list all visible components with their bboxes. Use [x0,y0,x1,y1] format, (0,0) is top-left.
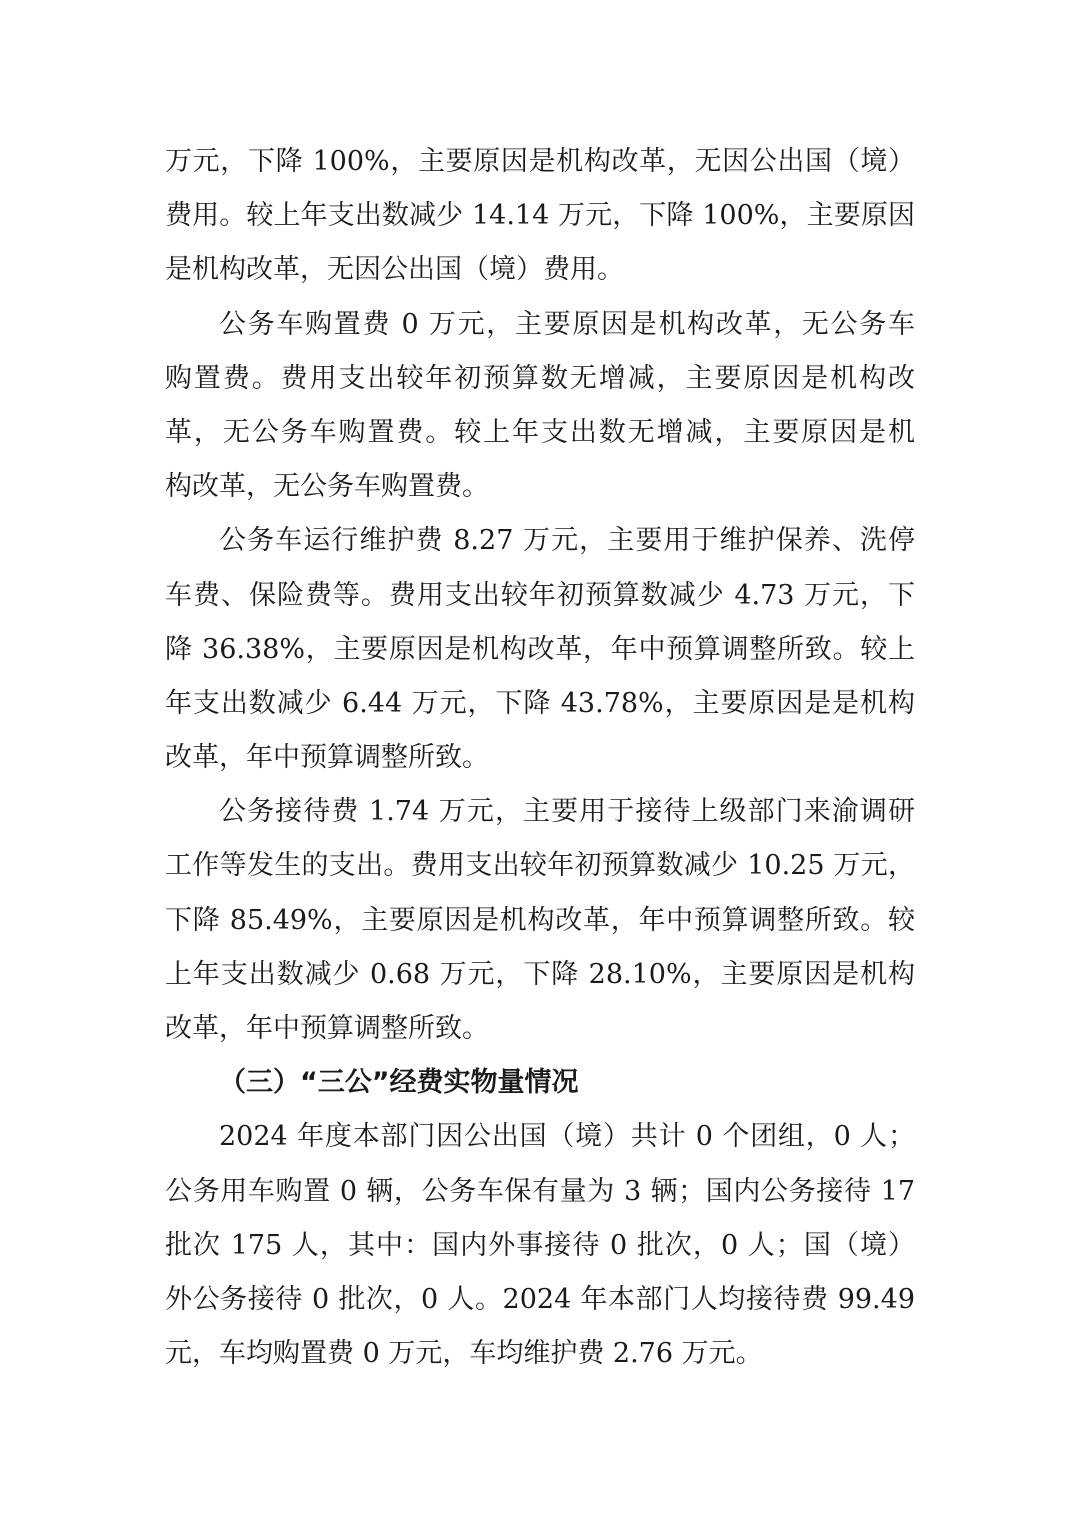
text-line: 革，无公务车购置费。较上年支出数无增减，主要原因是机 [165,416,915,448]
text-line: 改革，年中预算调整所致。 [165,742,489,774]
text-line: 工作等发生的支出。费用支出较年初预算数减少 10.25 万元， [165,850,915,882]
text-line: 2024 年度本部门因公出国（境）共计 0 个团组，0 人； [219,1121,915,1153]
text-line: 公务接待费 1.74 万元，主要用于接待上级部门来渝调研 [219,796,915,828]
text-line: 改革，年中预算调整所致。 [165,1013,489,1044]
text-line: 降 36.38%，主要原因是机构改革，年中预算调整所致。较上 [165,633,915,665]
text-line: 公务用车购置 0 辆，公务车保有量为 3 辆；国内公务接待 17 [165,1175,915,1207]
text-line: 公务车购置费 0 万元，主要原因是机构改革，无公务车 [219,308,915,340]
text-line: 万元，下降 100%，主要原因是机构改革，无因公出国（境） [165,146,915,177]
text-line: 构改革，无公务车购置费。 [165,471,489,503]
text-line: 外公务接待 0 批次，0 人。2024 年本部门人均接待费 99.49 [165,1283,915,1315]
document-page [165,135,915,1381]
text-line: 是机构改革，无因公出国（境）费用。 [165,254,624,286]
text-line: 上年支出数减少 0.68 万元，下降 28.10%，主要原因是机构 [165,958,915,990]
text-line: 元，车均购置费 0 万元，车均维护费 2.76 万元。 [165,1338,763,1370]
text-line: 公务车运行维护费 8.27 万元，主要用于维护保养、洗停 [219,525,915,557]
text-line: 车费、保险费等。费用支出较年初预算数减少 4.73 万元，下 [165,579,915,611]
text-line: 批次 175 人，其中：国内外事接待 0 批次，0 人；国（境） [165,1229,915,1261]
text-line: 年支出数减少 6.44 万元，下降 43.78%，主要原因是是机构 [165,687,915,719]
text-line: 下降 85.49%，主要原因是机构改革，年中预算调整所致。较 [165,904,915,936]
text-line: 费用。较上年支出数减少 14.14 万元，下降 100%，主要原因 [165,200,915,232]
text-line: 购置费。费用支出较年初预算数无增减，主要原因是机构改 [165,362,915,394]
section-heading: （三）“三公”经费实物量情况 [219,1067,579,1099]
